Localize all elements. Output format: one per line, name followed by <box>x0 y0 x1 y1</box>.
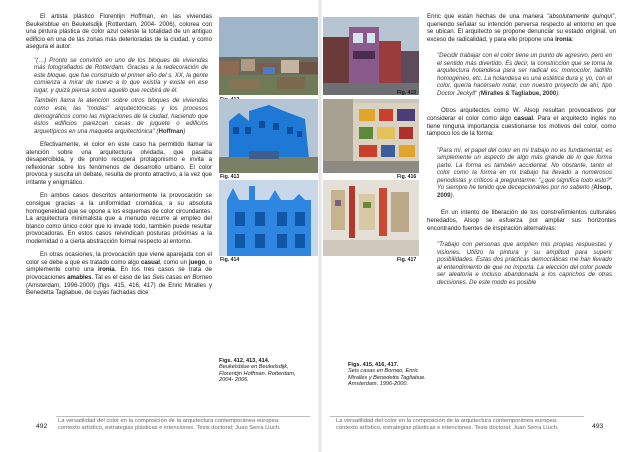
figure-416-label: Fig. 416 <box>397 174 417 180</box>
quote-end: ). <box>556 89 560 97</box>
text-run: . Tal es el caso de las <box>91 273 153 281</box>
right-text-column <box>427 13 616 286</box>
figure-417-image <box>323 180 419 256</box>
quote-end: ) <box>183 127 186 135</box>
footer-subtitle: contexto artístico, estrategias plásticas e intenciones. Tesis doctoral; Juan Serra Lluch. <box>336 425 559 431</box>
right-intro-paragraph <box>427 13 616 43</box>
quote-text: "Para mí, el papel del color en mi trabajo no es fundamental; es simplemente un aspecto de algo más grande de lo que forma parte. La forma es también accidental. No obstante, tanto el color como la forma en mi trabajo ha llevado a numerosos periodistas y críticos a preguntarme: "¿qué significa todo esto?" Yo siempre he tenido que decepcionarles por no saberlo ( <box>437 146 612 192</box>
italic-run: Seis casas en Borneo <box>152 273 212 281</box>
quote-text: También llama la atención sobre otros bloques de viviendas como este, las "modas" arquitectónicas y los procesos demográficos como las migraciones de la ciudad, haciendo que éstos edificios parezcan casas de juguete o edificios arquetípicos en una maqueta arquitectónica" ( <box>34 97 208 135</box>
quote-author: Miralles & Tagliabue, 2000 <box>480 89 557 97</box>
text-run: Enric que están hechas de una manera <box>427 13 547 20</box>
left-paragraph-3 <box>26 251 212 296</box>
caption-body: Seis casas en Borneo, Enric Miralles y Benedetta Tagliabue. Amsterdam, 1996-2000. <box>348 368 426 387</box>
left-page-number: 492 <box>36 423 48 430</box>
text-run: , o simplemente como una <box>26 258 213 274</box>
text-run: , queriendo señalar su intención perversa respecto al entorno en que se ubican. El arquitecto se propone denunciar su estado original, un exceso de radicalidad, y para ello propone una <box>427 13 616 43</box>
caption-title: Figs. 415, 416, 417. <box>348 362 399 368</box>
bold-run: ironía <box>98 266 115 274</box>
text-run: : <box>571 35 574 43</box>
figure-414-image <box>219 180 318 256</box>
footer-title: La versatilidad del color en la composición de la arquitectura contemporánea europea: <box>58 418 280 424</box>
text-run: En otras ocasiones, la provocación que viene aparejada con el color se debe a que es tratado como algo <box>26 251 212 266</box>
left-paragraph-2: En ambos casos descritos anteriormente la provocación se consigue gracias a la uniformidad cromática, a su absoluta homogeneidad que se opone a los esquemas de color circundantes. La arquitectura minimalista que a menudo recurre al empleo del blanco como único color que lo invade todo, también puede resultar provocadoras. En estos casos reivindican posturas próximas a la modernidad o a cierta abstracción formal respecto al entorno. <box>26 192 212 245</box>
figure-413-label: Fig. 413 <box>220 174 240 180</box>
figure-413-image <box>219 99 318 173</box>
caption-figs-412-414 <box>219 358 311 383</box>
quote-text: "Decidir trabajar con el color tiene un punto de agresivo, pero en el sentido más divertido. Es decir, la constricción que se toma la arquitectura holandesa para ser radical es: monocolor, ladrillo homogéneo, etc. La holandesa es una estética dura y, yo, con el color, quería hacérselo notar, con nuestro proyecto de ahí, tipo Doctor Jeckyll" ( <box>437 52 612 97</box>
alsop-quote-2: "Trabajo con personas que amplíen mis propias respuestas y visiones. Utilizo la pintura y su amplitud para superir posibilidades. Estas dos prácticas democráticas me han llevado al entendimiento de que no importa. La elección del color puede ser aleatoria e incluso abandonada a los caprichos de otras decisiones. De este modo es posible <box>437 241 612 286</box>
footer-subtitle: contexto artístico, estrategias plásticas e intenciones. Tesis doctoral; Juan Serra Lluch. <box>58 425 281 431</box>
text-run: , como un <box>160 258 189 266</box>
figure-417-label: Fig. 417 <box>397 257 417 263</box>
bold-run: amables <box>67 273 92 281</box>
text-run: . Para el arquitecto inglés no tiene ninguna importancia cuestionarse los motivos del color, como tampoco los de la forma: <box>427 115 617 138</box>
hoffman-quote-part2 <box>34 97 208 135</box>
quote-author: Alsop, 2009 <box>437 184 612 199</box>
figure-415-image <box>323 17 419 95</box>
left-intro-paragraph: El artista plástico Florentijn Hoffman, en las viviendas Beukelsblue en Beukelsdijk (Rotterdam, 2004- 2006), colorea con una pintura plástica de color azul celeste la totalidad de un antiguo edificio en una de las zonas más deterioradas de la ciudad, y como asegura el autor: <box>26 13 212 51</box>
left-running-footer <box>58 418 314 432</box>
left-paragraph-1: Efectivamente, el color en este caso ha permitido llamar la atención sobre una arquitectura olvidada, que pasaba desapercibida, y de pronto recupera protagonismo e invita a reflexionar sobre los fenómenos de desarrollo urbano. El color provoca y suscita un debate, resulta de pronto atractivo, a la vez que irritante y enigmático. <box>26 141 212 186</box>
right-running-footer <box>336 418 592 432</box>
caption-body: Beukelsblue en Beukelsdijk, Florentijn Hoffman. Rotterdam, 2004- 2006. <box>219 364 296 383</box>
page-gutter <box>318 0 322 452</box>
alsop-quote-1 <box>427 147 616 200</box>
right-paragraph-2: En un intento de liberación de los constreñimientos culturales heredados, Alsop se esfuerza por ampliar sus horizontes encontrando fuentes de inspiración alternativas: <box>427 209 616 232</box>
bold-run: juego <box>188 258 206 266</box>
hoffman-quote-part1: "(…) Pronto se convirtió en uno de los bloques de viviendas más fotografiados de Rotterdam. Gracias a la redecoración de este bloque, que fue construido el primer año del s. XX, la gente comienza a mirar de nuevo a lo que existía y existe en ese lugar, y quizá piensa sobre aquello que recibirá de él. <box>34 56 208 94</box>
quote-end: ). <box>450 191 455 199</box>
text-run: . En los tres casos se trata de provocaciones <box>26 266 212 281</box>
bold-run: casual <box>141 258 160 266</box>
quote-author: Hoffman <box>158 127 184 135</box>
hoffman-quote <box>26 57 212 135</box>
caption-figs-415-417 <box>348 362 426 387</box>
text-run: (Amsterdam, 1996-2000) (figs. 415, 416, 417) de Enric Miralles y Benedetta Tagliabue, de cuyas fachadas dice <box>26 281 212 297</box>
italic-run: "absolutamente quinqui" <box>546 13 615 20</box>
footer-rule-left <box>56 416 310 417</box>
figure-416-image <box>323 99 419 173</box>
figure-415-label: Fig. 415 <box>397 90 417 96</box>
miralles-quote <box>427 52 616 97</box>
text-run: Otros arquitectos como W. Alsop resultan provocativos por considerar el color como algo <box>427 107 616 123</box>
page-footer <box>0 408 640 452</box>
right-page-number: 493 <box>592 423 604 430</box>
bold-run: casual <box>514 115 534 123</box>
bold-run: ironía <box>555 35 572 43</box>
left-text-column <box>26 13 212 297</box>
figure-412-image <box>219 17 318 95</box>
right-paragraph-1 <box>427 107 616 137</box>
caption-title: Figs. 412, 413, 414. <box>219 358 270 364</box>
footer-title: La versatilidad del color en la composición de la arquitectura contemporánea europea: <box>336 418 558 424</box>
figure-414-label: Fig. 414 <box>220 257 240 263</box>
footer-rule-right <box>330 416 584 417</box>
